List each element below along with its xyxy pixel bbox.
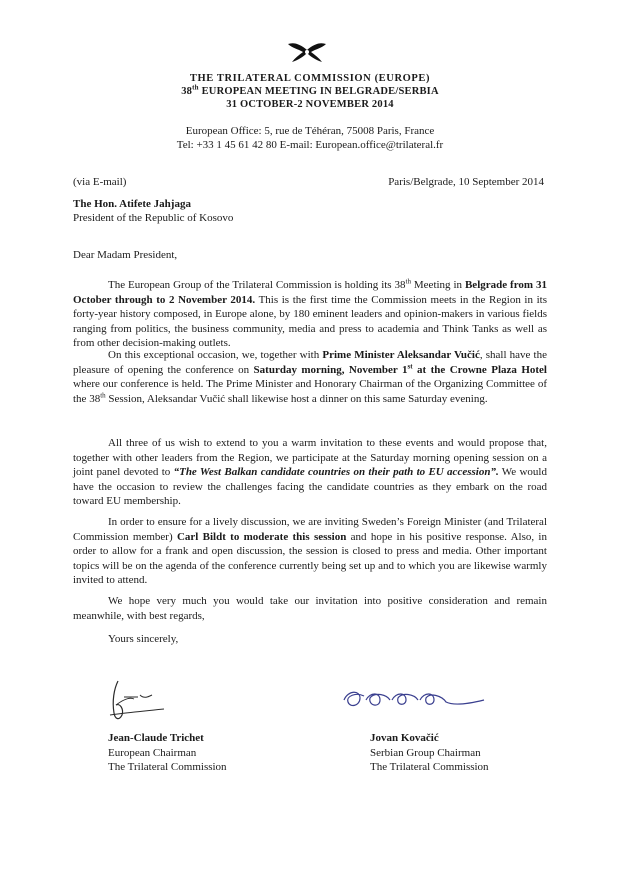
recipient-title: President of the Republic of Kosovo: [73, 212, 234, 224]
paragraph-5: We hope very much you would take our invitation into positive consideration and remain meanwhile, with best regards,: [73, 595, 547, 622]
paragraph-3: All three of us wish to extend to you a warm invitation to these events and would propose that, together with other leaders from the Region, we participate at the Saturday morning opening session on a joint panel devoted to “The West Balkan candidate countries on their path to EU accession”. We would have the occasion to review the challenges facing the candidate countries as they embark on the road toward EU membership.: [73, 437, 547, 508]
paragraph-1: The European Group of the Trilateral Commission is holding its 38th Meeting in Belgrade from 31 October through to 2 November 2014. This is the first time the Commission meets in the Region in its forty-year history composed, in Europe alone, by 180 eminent leaders and opinion-makers in various fields ranging from politics, the business community, media and press to academia and Think Tanks as well as from other decision-making outlets.: [73, 277, 547, 350]
signatory-org: The Trilateral Commission: [370, 761, 489, 773]
org-title: THE TRILATERAL COMMISSION (EUROPE): [189, 73, 431, 84]
signatory-role: European Chairman: [108, 746, 197, 759]
delivery-method: (via E-mail): [73, 176, 127, 188]
signatory-left: [108, 731, 227, 775]
signatory-org: The Trilateral Commission: [108, 761, 227, 773]
meeting-dates: 31 OCTOBER-2 NOVEMBER 2014: [226, 99, 394, 110]
signatory-name: Jovan Kovačić: [370, 732, 439, 744]
paragraph-4: In order to ensure for a lively discussion, we are inviting Sweden’s Foreign Minister (and Trilateral Commission member) Carl Bildt to moderate this session and hope in his positive response. Also, in order to allow for a frank and open discussion, the session is closed to press and media. Other important topics will be on the agenda of the conference currently being set up and to which you are likewise warmly invited to attend.: [73, 516, 547, 587]
signatory-right: [370, 731, 489, 775]
signatory-role: Serbian Group Chairman: [370, 746, 481, 759]
place-date: Paris/Belgrade, 10 September 2014: [388, 176, 544, 188]
signature-kovacic: [338, 682, 488, 712]
signatory-name: Jean-Claude Trichet: [108, 732, 204, 744]
office-address: European Office: 5, rue de Téhéran, 75008 Paris, France: [185, 125, 435, 137]
signature-trichet: [104, 675, 174, 725]
meeting-title: 38th EUROPEAN MEETING IN BELGRADE/SERBIA: [181, 83, 439, 97]
salutation: Dear Madam President,: [73, 249, 178, 261]
recipient-name: The Hon. Atifete Jahjaga: [73, 198, 191, 210]
closing: Yours sincerely,: [108, 633, 179, 645]
office-contact: Tel: +33 1 45 61 42 80 E-mail: European.office@trilateral.fr: [176, 139, 444, 151]
trilateral-commission-logo: [284, 40, 330, 64]
paragraph-2: On this exceptional occasion, we, together with Prime Minister Aleksandar Vučić, shall have the pleasure of opening the conference on Saturday morning, November 1st at the Crowne Plaza Hotel where our conference is held. The Prime Minister and Honorary Chairman of the Organizing Committee of the 38th Session, Aleksandar Vučić shall likewise host a dinner on this same Saturday evening.: [73, 349, 548, 405]
